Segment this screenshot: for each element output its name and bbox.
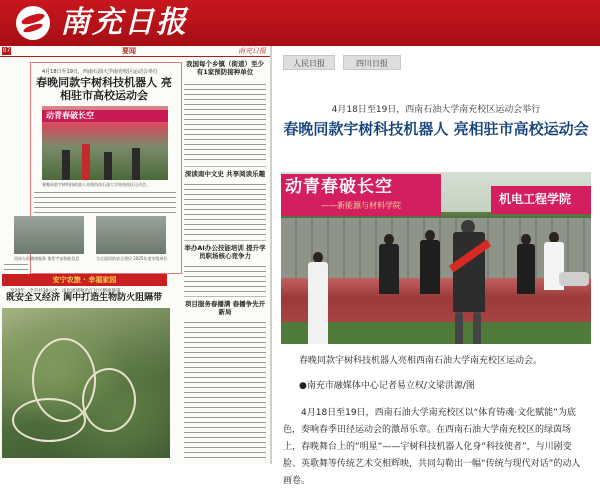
article-kicker: 4月18日至19日，西南石油大学南充校区运动会举行 [331, 105, 541, 115]
logo-icon[interactable] [16, 6, 50, 40]
photo-banner-right-text: 机电工程学院 [499, 192, 572, 206]
person-figure [308, 262, 328, 344]
person-figure [517, 244, 535, 294]
sub-photo[interactable] [14, 216, 84, 254]
page-brand: 南充日报 [238, 47, 266, 55]
section-banner: 安宁农旅 · 幸福家园 [2, 274, 167, 286]
site-header [0, 0, 600, 46]
right-column-text [184, 320, 266, 460]
right-column-text [184, 82, 266, 164]
tab-renmin-daily[interactable]: 人民日报 [283, 55, 335, 70]
page-header [0, 46, 270, 57]
person-figure [132, 148, 140, 180]
mountain-road [12, 398, 86, 442]
site-logo-text[interactable]: 南充日报 [60, 5, 188, 40]
second-story-headline[interactable]: 既安全又经济 阆中打造生物防火阻隔带 [6, 293, 163, 303]
column-divider [184, 240, 266, 241]
photo-banner [281, 174, 441, 216]
person-figure [379, 244, 399, 294]
newspaper-page[interactable] [0, 46, 270, 464]
right-column-headline[interactable]: 我国每个乡镇（街道）至少有1家预防接种单位 [186, 60, 264, 76]
sub-caption: 西南人机健康服务 推荐宇宙智能信息 [14, 256, 80, 261]
photo-banner-right [491, 186, 591, 214]
person-figure [104, 152, 112, 180]
column-divider [184, 296, 266, 297]
photo-caption: 春晚同款宇树科技机器人亮相西南石油大学南充校区运动会。 [299, 356, 543, 366]
newspaper-page-panel [0, 46, 272, 464]
article-title: 春晚同款宇树科技机器人 亮相驻市高校运动会 [283, 120, 589, 138]
right-column-headline[interactable]: 深读南中文史 共享阅读乐趣 [184, 170, 266, 178]
story-text [4, 262, 28, 270]
second-story-kicker: 至20年，全市共30公里，南岸流域和沿江片区精准施策 [10, 289, 121, 294]
right-column-text [184, 264, 266, 294]
person-figure [420, 240, 440, 294]
photo-banner-sub: ——新能源与材料学院 [321, 201, 401, 210]
article-photo[interactable] [281, 172, 591, 344]
article-credit: ●南充市融媒体中心记者易立权/文梁洪源/图 [299, 381, 475, 391]
person-figure [62, 150, 70, 180]
column-divider [184, 166, 266, 167]
robot-leg [473, 312, 481, 344]
main-story-photo[interactable] [42, 106, 168, 180]
page-number: 07 [2, 47, 11, 54]
tab-sichuan-daily[interactable]: 四川日报 [343, 55, 401, 70]
right-column-headline[interactable]: 项目服务春播满 春播争先开新局 [184, 300, 266, 316]
photo-banner-main: 动青春破长空 [285, 177, 393, 197]
second-story-photo[interactable] [2, 308, 170, 458]
main-story-kicker: 4月18日至19日，西南石油大学南充校区运动会举行 [42, 69, 158, 75]
main-story-headline[interactable]: 春晚同款宇树科技机器人 亮相驻市高校运动会 [36, 76, 172, 102]
right-column-text [184, 182, 266, 238]
right-column-headline[interactable]: 举办AI办公技能培训 提升学员职场核心竞争力 [184, 244, 266, 260]
photo-banner-text: 动青春破长空 [42, 110, 168, 122]
sub-photo[interactable] [96, 216, 166, 254]
sub-caption: 为全面消防安全建设 2025年度市级单位 [96, 256, 168, 261]
main-photo-caption: 春晚同款宇树科技机器人亮相西南石油大学南充校区运动会。 [42, 182, 150, 187]
mountain-road [82, 368, 136, 432]
robot-dog [559, 272, 589, 286]
robot-leg [455, 312, 463, 344]
robot-figure [82, 144, 90, 180]
article-body: 4月18日至19日，西南石油大学南充校区以“体育铸魂·文化赋能”为底色，奏响春季田径运动会的激昂乐章。在西南石油大学南充校区的绿茵场上，春晚舞台上的“明星”——宇树科技机器人化身“科技使者”，与川剧变脸、英歌舞等传统艺术交相辉映，共同勾勒出一幅“传统与现代对话”的动人画卷。 [283, 408, 581, 486]
main-story-text [34, 190, 176, 214]
page-section: 要闻 [122, 47, 136, 55]
